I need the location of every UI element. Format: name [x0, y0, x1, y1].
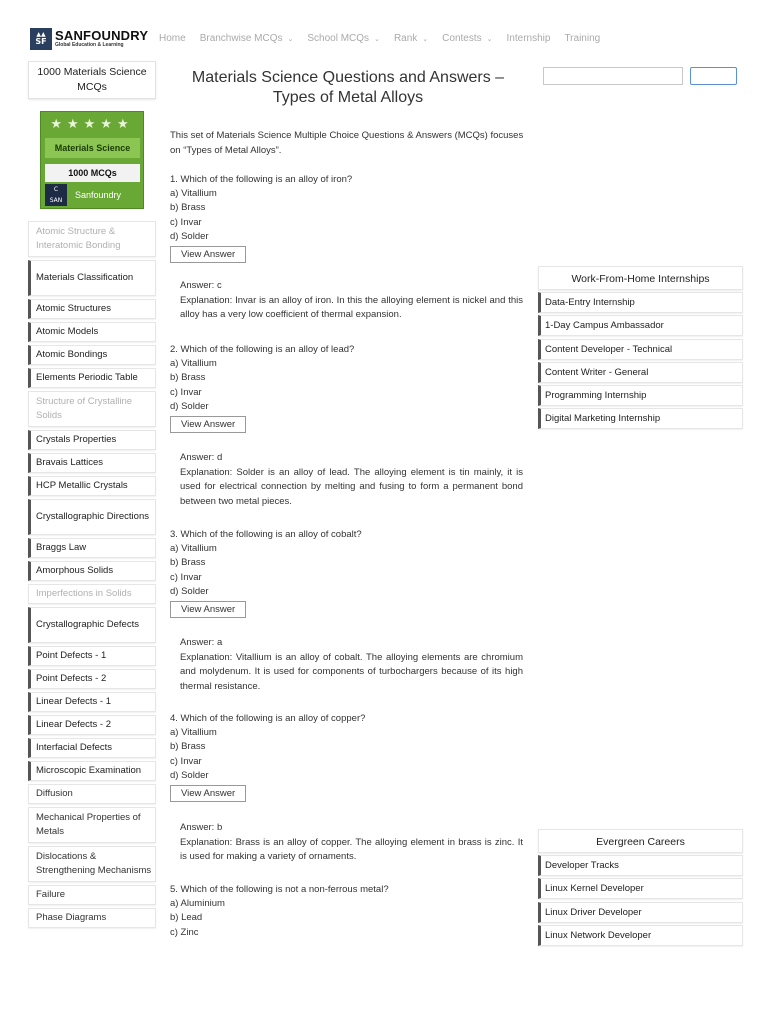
sidebar-section-header: Structure of Crystalline Solids	[28, 391, 156, 427]
sidebar-item[interactable]: Elements Periodic Table	[28, 368, 156, 388]
question-2	[170, 343, 526, 433]
sidebar-item[interactable]: Amorphous Solids	[28, 561, 156, 581]
careers-widget	[538, 829, 743, 948]
sidebar-item[interactable]: Materials Classification	[28, 260, 156, 296]
widget-heading: Evergreen Careers	[538, 829, 743, 853]
explanation: Explanation: Invar is an alloy of iron. In this the alloying element is nickel and this alloy has a very low coefficient of thermal expansion.	[180, 294, 523, 321]
sidebar-item[interactable]: Bravais Lattices	[28, 453, 156, 473]
option: b) Brass	[170, 372, 206, 384]
sidebar-item[interactable]: Dislocations & Strengthening Mechanisms	[28, 846, 156, 882]
explanation: Explanation: Vitallium is an alloy of cobalt. The alloying elements are chromium and molydenum. It is used for components of turbochargers because of its high thermal resistance.	[180, 651, 523, 692]
option: c) Invar	[170, 755, 202, 767]
question-text: 3. Which of the following is an alloy of cobalt?	[170, 529, 362, 540]
career-link[interactable]: Linux Kernel Developer	[538, 878, 743, 899]
explanation: Explanation: Brass is an alloy of copper. The alloying element in brass is zinc. It is used for making a variety of ornaments.	[180, 836, 523, 863]
option: d) Solder	[170, 585, 209, 597]
sidebar-item[interactable]: Crystallographic Directions	[28, 499, 156, 535]
sidebar-item[interactable]: Interfacial Defects	[28, 738, 156, 758]
internship-link[interactable]: Programming Internship	[538, 385, 743, 406]
sidebar-item[interactable]: Linear Defects - 2	[28, 715, 156, 735]
sidebar-section-header: Atomic Structure & Interatomic Bonding	[28, 221, 156, 257]
nav-internship[interactable]: Internship	[506, 33, 551, 44]
logo-name: SANFOUNDRY	[55, 28, 149, 43]
option: a) Vitallium	[170, 188, 217, 200]
question-4	[170, 712, 526, 802]
book-subtitle: 1000 MCQs	[45, 164, 140, 182]
sidebar-item[interactable]: Phase Diagrams	[28, 908, 156, 928]
chevron-down-icon: ⌄	[422, 35, 429, 43]
question-text: 2. Which of the following is an alloy of lead?	[170, 344, 355, 355]
stars-icon: ★★★★★	[50, 117, 134, 132]
answer-3	[180, 636, 523, 694]
sidebar-item[interactable]: Diffusion	[28, 784, 156, 804]
view-answer-button[interactable]: View Answer	[170, 416, 246, 433]
sidebar-item[interactable]: Braggs Law	[28, 538, 156, 558]
sidebar-item[interactable]: Microscopic Examination	[28, 761, 156, 781]
site-header	[0, 0, 768, 60]
page-title: Materials Science Questions and Answers – Types of Metal Alloys	[191, 69, 505, 106]
main-nav	[159, 33, 614, 44]
career-link[interactable]: Linux Network Developer	[538, 925, 743, 946]
internship-link[interactable]: Content Developer - Technical	[538, 339, 743, 360]
option: c) Zinc	[170, 926, 199, 938]
internship-link[interactable]: 1-Day Campus Ambassador	[538, 315, 743, 336]
intro-text: This set of Materials Science Multiple Choice Questions & Answers (MCQs) focuses on “Types of Metal Alloys”.	[170, 130, 524, 156]
logo-tagline: Global Education & Learning	[55, 42, 124, 48]
chevron-down-icon: ⌄	[374, 35, 380, 43]
option: d) Solder	[170, 230, 209, 242]
view-answer-button[interactable]: View Answer	[170, 601, 246, 618]
career-link[interactable]: Linux Driver Developer	[538, 902, 743, 923]
internship-link[interactable]: Data-Entry Internship	[538, 292, 743, 313]
option: a) Vitallium	[170, 358, 217, 370]
question-3	[170, 528, 526, 618]
sidebar-item[interactable]: Failure	[28, 885, 156, 905]
sidebar-item[interactable]: Linear Defects - 1	[28, 692, 156, 712]
sidebar-item[interactable]: Atomic Bondings	[28, 345, 156, 365]
option: a) Vitallium	[170, 727, 217, 739]
nav-training[interactable]: Training	[564, 33, 601, 44]
question-text: 1. Which of the following is an alloy of iron?	[170, 174, 353, 185]
answer-label: Answer: d	[180, 452, 223, 463]
sidebar-item[interactable]: Mechanical Properties of Metals	[28, 807, 156, 843]
question-text: 5. Which of the following is not a non-ferrous metal?	[170, 884, 389, 895]
sidebar-item[interactable]: HCP Metallic Crystals	[28, 476, 156, 496]
book-cover-image[interactable]	[40, 111, 144, 209]
logo-icon: ▲▲ SF	[30, 28, 52, 50]
internship-link[interactable]: Content Writer - General	[538, 362, 743, 383]
left-sidebar	[28, 61, 156, 923]
option: c) Invar	[170, 216, 202, 228]
answer-label: Answer: c	[180, 280, 222, 291]
internship-link[interactable]: Digital Marketing Internship	[538, 408, 743, 429]
nav-contests[interactable]: Contests ⌄	[442, 33, 493, 44]
sidebar-item[interactable]: Atomic Structures	[28, 299, 156, 319]
answer-4	[180, 821, 523, 865]
option: a) Vitallium	[170, 543, 217, 555]
sidebar-heading[interactable]: 1000 Materials Science MCQs	[28, 61, 156, 99]
sanfoundry-seal-icon: C SAN	[45, 184, 67, 206]
search-button[interactable]	[690, 67, 737, 85]
option: c) Invar	[170, 386, 202, 398]
answer-label: Answer: a	[180, 637, 223, 648]
widget-heading: Work-From-Home Internships	[538, 266, 743, 290]
chevron-down-icon: ⌄	[287, 35, 294, 43]
question-text: 4. Which of the following is an alloy of copper?	[170, 713, 366, 724]
sidebar-item[interactable]: Atomic Models	[28, 322, 156, 342]
book-brand: Sanfoundry	[75, 190, 122, 200]
career-link[interactable]: Developer Tracks	[538, 855, 743, 876]
nav-rank[interactable]: Rank ⌄	[393, 33, 429, 44]
view-answer-button[interactable]: View Answer	[170, 785, 246, 802]
answer-1	[180, 279, 523, 323]
site-logo[interactable]	[30, 28, 148, 50]
nav-branchwise-mcqs[interactable]: Branchwise MCQs ⌄	[199, 33, 294, 44]
option: d) Solder	[170, 400, 209, 412]
explanation: Explanation: Solder is an alloy of lead. The alloying element is tin mainly, it is used for electrical connection by melting and fusing to form a permanent bond between two metal pieces.	[180, 466, 523, 507]
view-answer-button[interactable]: View Answer	[170, 246, 246, 263]
option: c) Invar	[170, 571, 202, 583]
question-1	[170, 173, 526, 263]
option: a) Aluminium	[170, 898, 225, 910]
nav-school-mcqs[interactable]: School MCQs ⌄	[307, 33, 380, 44]
answer-label: Answer: b	[180, 822, 223, 833]
option: b) Brass	[170, 202, 206, 214]
sidebar-item[interactable]: Crystallographic Defects	[28, 607, 156, 643]
option: d) Solder	[170, 769, 209, 781]
sidebar-item[interactable]: Point Defects - 2	[28, 669, 156, 689]
sidebar-topic-list	[28, 221, 156, 931]
nav-home[interactable]: Home	[159, 33, 186, 44]
internships-widget	[538, 266, 743, 432]
sidebar-item[interactable]: Crystals Properties	[28, 430, 156, 450]
option: b) Lead	[170, 912, 203, 924]
chevron-down-icon: ⌄	[486, 35, 493, 43]
search-input[interactable]	[543, 67, 683, 85]
option: b) Brass	[170, 557, 206, 569]
answer-2	[180, 451, 523, 509]
main-content	[170, 68, 526, 938]
question-5	[170, 883, 526, 940]
book-title: Materials Science	[45, 138, 140, 158]
sidebar-item[interactable]: Point Defects - 1	[28, 646, 156, 666]
sidebar-section-header: Imperfections in Solids	[28, 584, 156, 604]
option: b) Brass	[170, 741, 206, 753]
